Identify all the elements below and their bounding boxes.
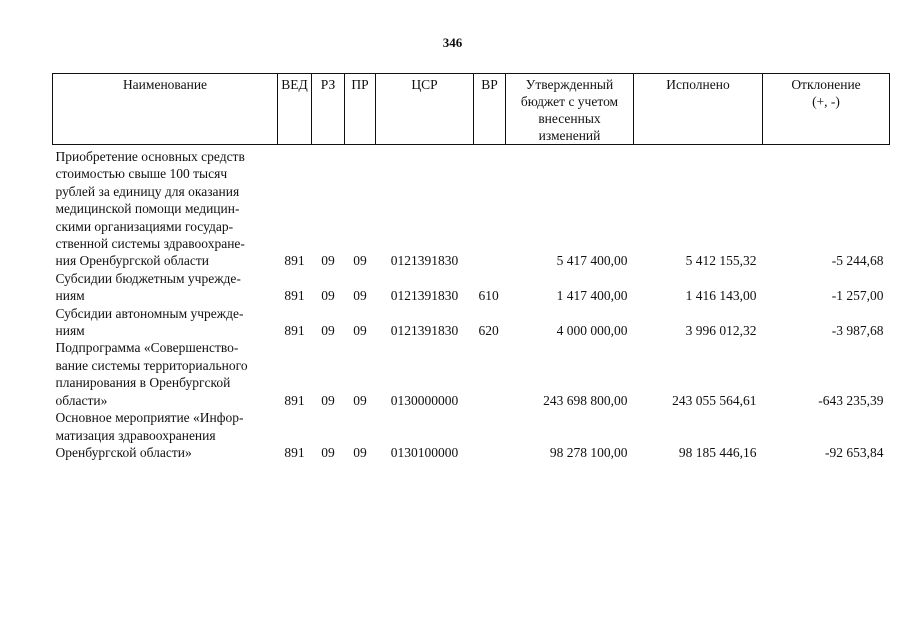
row-deviation: -643 235,39 [818, 392, 884, 408]
row-approved-budget: 4 000 000,00 [556, 323, 628, 339]
row-name-line: ниям [55, 288, 85, 304]
row-name-line: планирования в Оренбургской [55, 375, 231, 391]
row-approved-budget: 243 698 800,00 [543, 392, 628, 408]
row-ved: 891 [284, 444, 305, 460]
row-name-line: стоимостью свыше 100 тысяч [55, 166, 228, 182]
page-number: 346 [442, 35, 463, 50]
row-name-line: области» [55, 392, 108, 408]
row-csr: 0130100000 [390, 444, 459, 460]
header-approved-budget-line3: внесенных [538, 111, 601, 126]
row-executed: 98 185 446,16 [678, 444, 757, 460]
table-row [53, 409, 890, 461]
header-pr: ПР [345, 74, 376, 145]
header-deviation [763, 74, 890, 145]
header-ved: ВЕД [278, 74, 312, 145]
header-approved-budget-line1: Утвержденный [525, 77, 614, 92]
header-deviation-line1: Отклонение [791, 77, 861, 92]
row-deviation: -1 257,00 [831, 288, 884, 304]
header-rz: РЗ [312, 74, 345, 145]
row-name-line: медицинской помощи медицин- [55, 201, 240, 217]
table-header-row [53, 74, 890, 145]
row-vr [474, 409, 506, 461]
row-ved: 891 [284, 288, 305, 304]
row-name-line: скими организациями государ- [55, 218, 234, 234]
row-vr: 620 [478, 323, 499, 339]
row-name-line: Подпрограмма «Совершенство- [55, 340, 239, 356]
row-name-line: ния Оренбургской области [55, 253, 209, 269]
row-name [53, 270, 278, 305]
table-row [53, 305, 890, 340]
row-executed: 1 416 143,00 [685, 288, 757, 304]
header-executed: Исполнено [634, 74, 763, 145]
row-name-line: рублей за единицу для оказания [55, 183, 240, 199]
row-pr: 09 [353, 253, 367, 269]
header-deviation-line2: (+, -) [812, 94, 840, 109]
row-name-line: вание системы территориального [55, 357, 248, 373]
header-csr: ЦСР [376, 74, 474, 145]
row-executed: 243 055 564,61 [672, 392, 757, 408]
row-vr [474, 339, 506, 409]
row-pr: 09 [353, 288, 367, 304]
row-rz: 09 [321, 444, 335, 460]
row-pr: 09 [353, 323, 367, 339]
row-pr: 09 [353, 392, 367, 408]
row-name [53, 339, 278, 409]
row-vr [474, 145, 506, 270]
row-approved-budget: 5 417 400,00 [556, 253, 628, 269]
header-name: Наименование [53, 74, 278, 145]
row-approved-budget: 1 417 400,00 [556, 288, 628, 304]
header-approved-budget [506, 74, 634, 145]
row-rz: 09 [321, 323, 335, 339]
row-name-line: Оренбургской области» [55, 444, 192, 460]
row-name [53, 409, 278, 461]
row-ved: 891 [284, 323, 305, 339]
row-name-line: Субсидии автономным учрежде- [55, 305, 244, 321]
table-row [53, 339, 890, 409]
row-name-line: Приобретение основных средств [55, 149, 245, 164]
header-vr: ВР [474, 74, 506, 145]
row-csr: 0121391830 [390, 253, 459, 269]
row-csr: 0121391830 [390, 323, 459, 339]
row-ved: 891 [284, 392, 305, 408]
row-approved-budget: 98 278 100,00 [549, 444, 628, 460]
budget-table [52, 73, 890, 461]
header-approved-budget-line4: изменений [538, 128, 601, 143]
row-csr: 0130000000 [390, 392, 459, 408]
row-name-line: Основное мероприятие «Инфор- [55, 410, 244, 426]
row-deviation: -92 653,84 [825, 444, 884, 460]
row-executed: 5 412 155,32 [685, 253, 757, 269]
row-rz: 09 [321, 253, 335, 269]
row-ved: 891 [284, 253, 305, 269]
row-name-line: ниям [55, 323, 85, 339]
row-pr: 09 [353, 444, 367, 460]
row-name [53, 305, 278, 340]
table-row [53, 145, 890, 270]
row-deviation: -5 244,68 [831, 253, 884, 269]
row-deviation: -3 987,68 [831, 323, 884, 339]
table-row [53, 270, 890, 305]
row-name-line: ственной системы здравоохране- [55, 236, 245, 252]
row-name-line: Субсидии бюджетным учрежде- [55, 270, 241, 286]
row-csr: 0121391830 [390, 288, 459, 304]
row-name [53, 145, 278, 270]
header-approved-budget-line2: бюджет с учетом [520, 94, 619, 109]
row-name-line: матизация здравоохранения [55, 427, 216, 443]
row-rz: 09 [321, 288, 335, 304]
row-vr: 610 [478, 288, 499, 304]
row-rz: 09 [321, 392, 335, 408]
row-executed: 3 996 012,32 [685, 323, 757, 339]
